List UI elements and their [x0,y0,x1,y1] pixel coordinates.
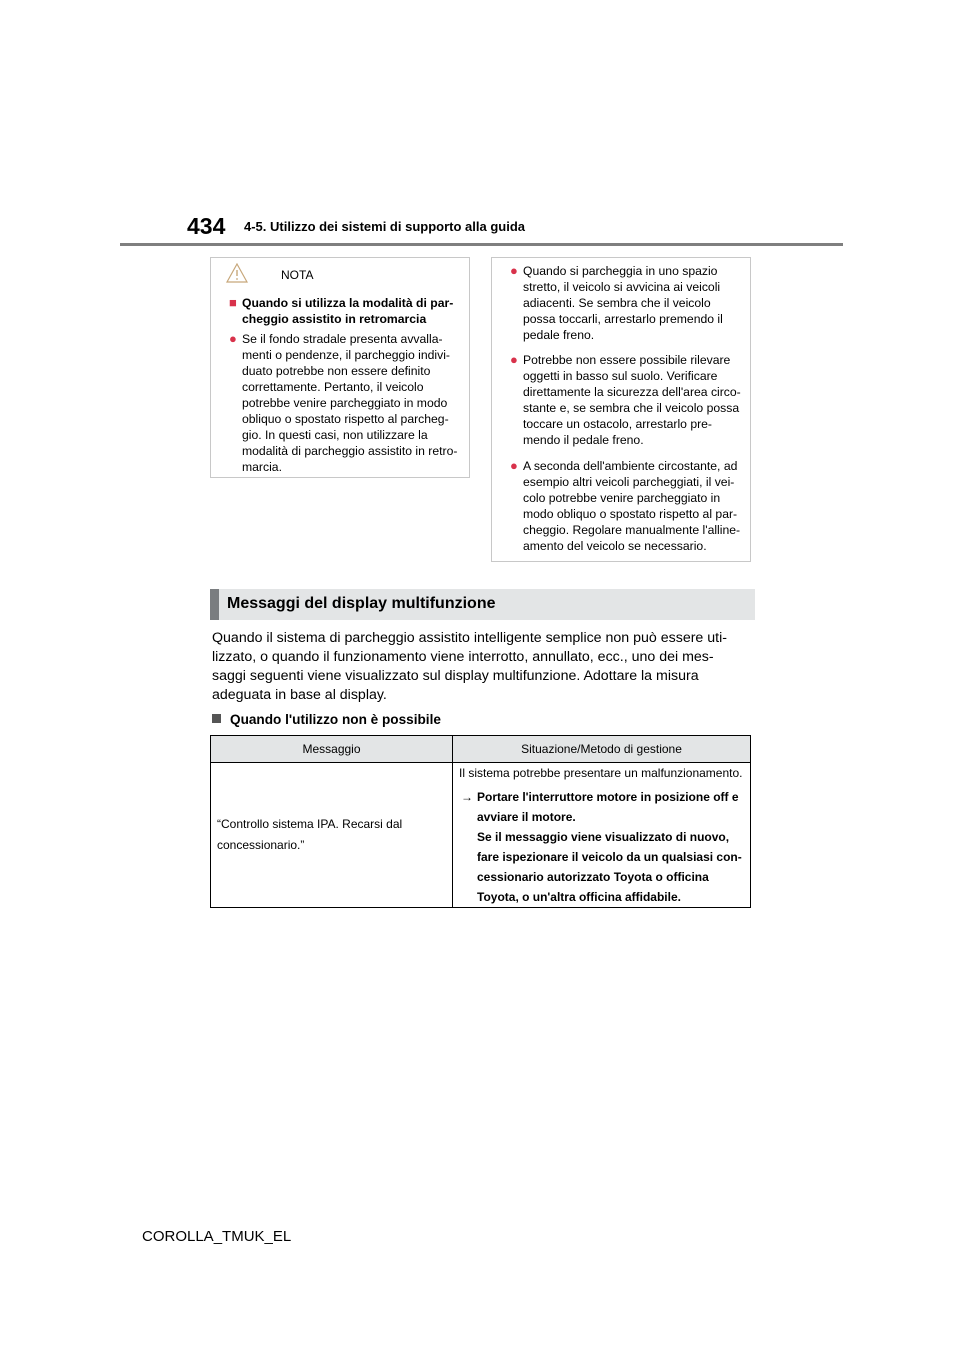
column-header-situation: Situazione/Metodo di gestione [453,736,751,763]
situation-text: Il sistema potrebbe presentare un malfunzionamento. [459,766,743,780]
square-bullet-icon: ■ [229,295,237,310]
bullet-narrow-space [510,263,744,343]
bullet-text: A seconda dell'ambiente circostante, ad esempio altri veicoli parcheggiati, il vei- colo potrebbe venire parcheggiato in modo obliquo o spostato rispetto al par- cheggio. Regolare manualmente l'alline- amento del veicolo se necessario. [523,459,741,553]
nota-heading-text: Quando si utilizza la modalità di par- cheggio assistito in retromarcia [242,296,454,326]
section-header [210,589,755,620]
subheading [212,711,441,728]
nota-header [211,263,469,287]
bullet-text: Quando si parcheggia in uno spazio stretto, il veicolo si avvicina ai veicoli adiacenti. Se sembra che il veicolo possa toccarli, arrestarlo premendo il pedale freno. [523,264,723,342]
round-bullet-icon: ● [510,263,518,278]
nota-heading [229,295,463,327]
bullet-surroundings [510,458,744,554]
intro-paragraph: Quando il sistema di parcheggio assistito intelligente semplice non può essere uti- lizzato, o quando il funzionamento viene interrotto, annullato, ecc., uno dei mes- saggi seguenti viene visualizzato sul display multifunzione. Adottare la misura adeguata in base al display. [212,630,727,703]
messages-table [210,735,751,908]
caution-continued-box [491,257,751,562]
header-rule [120,243,843,246]
table-row [211,763,751,908]
column-header-message: Messaggio [211,736,453,763]
nota-bullet [229,331,463,475]
bullet-text: Potrebbe non essere possibile rilevare oggetti in basso sul suolo. Verificare direttamente la sicurezza dell'area circo- stante e, se sembra che il veicolo possa toccare un ostacolo, arrestarlo pre- mendo il pedale freno. [523,353,741,447]
warning-triangle-icon [226,263,248,283]
nota-label: NOTA [281,268,314,282]
section-header-title: Messaggi del display multifunzione [227,595,496,612]
chapter-title: 4-5. Utilizzo dei sistemi di supporto alla guida [244,219,525,234]
action-text: Portare l'interruttore motore in posizione off e avviare il motore. Se il messaggio viene visualizzato di nuovo, fare ispezionare il veicolo da un qualsiasi con- cessionario autorizzato Toyota o officina Toyota, o un'altra officina affidabile. [477,790,742,904]
message-cell [211,763,453,908]
round-bullet-icon: ● [229,331,237,346]
subheading-text: Quando l'utilizzo non è possibile [230,712,441,727]
action-block [459,787,744,907]
square-bullet-icon [212,714,221,723]
message-text: “Controllo sistema IPA. Recarsi dal concessionario.” [217,817,403,852]
round-bullet-icon: ● [510,458,518,473]
nota-bullet-text: Se il fondo stradale presenta avvalla- menti o pendenze, il parcheggio indivi- duato potrebbe non essere definito correttamente. Pertanto, il veicolo potrebbe venire parcheggiato in modo obliquo o spostato rispetto al parcheg- gio. In questi casi, non utilizzare la modalità di parcheggio assistito in retro- marcia. [242,332,458,474]
table-header-row [211,736,751,763]
round-bullet-icon: ● [510,352,518,367]
bullet-low-objects [510,352,744,448]
arrow-icon: → [461,790,473,804]
situation-cell [453,763,751,908]
footer-code: COROLLA_TMUK_EL [142,1228,292,1245]
page-number: 434 [187,213,226,239]
nota-box [210,257,470,478]
section-header-bar [210,589,219,620]
